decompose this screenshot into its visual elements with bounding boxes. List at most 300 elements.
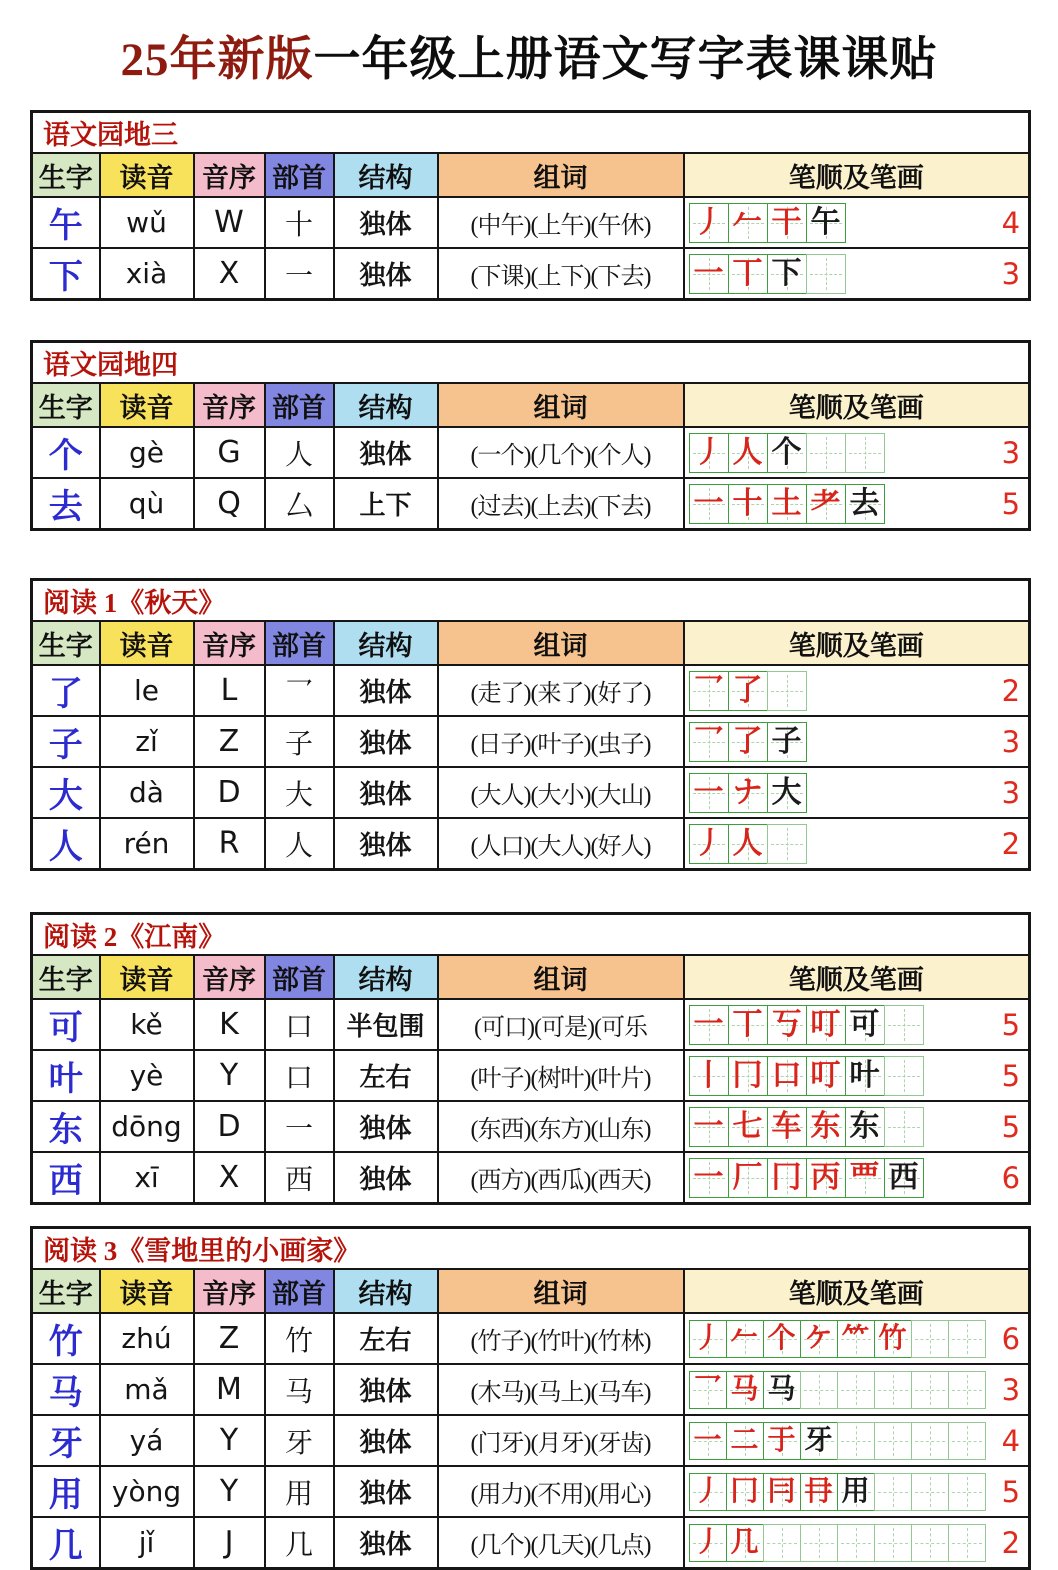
table-row [32, 665, 1030, 716]
stroke-step-glyph: 可 [849, 1007, 880, 1041]
empty-practice-box [806, 254, 846, 294]
new-character: 竹 [32, 1313, 100, 1364]
stroke-step-glyph: 叶 [849, 1058, 880, 1092]
alphabetical-initial: J [194, 1517, 265, 1569]
alphabetical-initial: K [194, 999, 265, 1050]
empty-practice-box [837, 1524, 875, 1562]
stroke-order-cell [684, 818, 1030, 870]
alphabetical-initial: Y [194, 1466, 265, 1517]
stroke-step-box [806, 1056, 846, 1096]
pinyin: kě [100, 999, 194, 1050]
stroke-step-box [726, 1524, 764, 1562]
alphabetical-initial: Z [194, 1313, 265, 1364]
column-header-strokes: 笔顺及笔画 [684, 621, 1030, 665]
table-row [32, 197, 1030, 248]
empty-practice-box [845, 433, 885, 473]
stroke-step-glyph: 子 [771, 724, 802, 758]
stroke-step-glyph: 一 [693, 1160, 724, 1194]
empty-practice-box [874, 1524, 912, 1562]
column-header-structure: 结构 [334, 621, 438, 665]
new-character: 去 [32, 478, 100, 530]
stroke-step-glyph: 冄 [804, 1475, 833, 1507]
column-header-strokes: 笔顺及笔画 [684, 153, 1030, 197]
stroke-step-box [728, 254, 768, 294]
pinyin: wǔ [100, 197, 194, 248]
stroke-step-box [689, 484, 729, 524]
alphabetical-initial: X [194, 248, 265, 300]
column-header-words: 组词 [438, 621, 684, 665]
stroke-count: 3 [1001, 775, 1021, 810]
column-header-pinyin: 读音 [100, 955, 194, 999]
radical: 人 [265, 818, 334, 870]
column-header-structure: 结构 [334, 1269, 438, 1313]
empty-practice-box [948, 1371, 986, 1409]
empty-practice-box [800, 1371, 838, 1409]
stroke-step-glyph: 厂 [732, 1160, 763, 1194]
stroke-step-glyph: 西 [888, 1160, 919, 1194]
stroke-order-cell [684, 1517, 1030, 1569]
word-groups: (西方)(西瓜)(西天) [438, 1152, 684, 1204]
stroke-step-glyph: 了 [732, 673, 763, 707]
alphabetical-initial: X [194, 1152, 265, 1204]
stroke-count: 3 [1001, 256, 1021, 291]
stroke-order-cell [684, 197, 1030, 248]
word-groups: (走了)(来了)(好了) [438, 665, 684, 716]
alphabetical-initial: Z [194, 716, 265, 767]
word-groups: (用力)(不用)(用心) [438, 1466, 684, 1517]
stroke-step-glyph: 用 [841, 1475, 870, 1507]
stroke-step-box [767, 722, 807, 762]
column-header-strokes: 笔顺及笔画 [684, 383, 1030, 427]
new-character: 人 [32, 818, 100, 870]
header-row [32, 383, 1030, 427]
alphabetical-initial: Y [194, 1415, 265, 1466]
radical: 十 [265, 197, 334, 248]
stroke-count: 5 [1001, 1474, 1021, 1509]
stroke-step-box [884, 1158, 924, 1198]
stroke-step-glyph: 七 [732, 1109, 763, 1143]
structure: 独体 [334, 427, 438, 478]
stroke-step-box [728, 1056, 768, 1096]
lesson-table [30, 340, 1031, 531]
pinyin: mǎ [100, 1364, 194, 1415]
stroke-step-box [845, 1158, 885, 1198]
stroke-count: 4 [1001, 205, 1021, 240]
column-header-words: 组词 [438, 1269, 684, 1313]
stroke-step-box [763, 1473, 801, 1511]
empty-practice-box [948, 1320, 986, 1358]
new-character: 子 [32, 716, 100, 767]
column-header-char: 生字 [32, 621, 100, 665]
column-header-char: 生字 [32, 383, 100, 427]
alphabetical-initial: Q [194, 478, 265, 530]
structure: 上下 [334, 478, 438, 530]
table-row [32, 767, 1030, 818]
stroke-order-cell [684, 1152, 1030, 1204]
pinyin: le [100, 665, 194, 716]
stroke-step-glyph: 干 [771, 205, 802, 239]
page-title [0, 0, 1058, 110]
empty-practice-box [911, 1320, 949, 1358]
stroke-step-glyph: 乛 [693, 1373, 722, 1405]
new-character: 可 [32, 999, 100, 1050]
stroke-count: 2 [1001, 826, 1021, 861]
new-character: 了 [32, 665, 100, 716]
word-groups: (叶子)(树叶)(叶片) [438, 1050, 684, 1101]
word-groups: (东西)(东方)(山东) [438, 1101, 684, 1152]
stroke-step-box [689, 1473, 727, 1511]
stroke-step-box [767, 254, 807, 294]
alphabetical-initial: R [194, 818, 265, 870]
radical: 大 [265, 767, 334, 818]
word-groups: (中午)(上午)(午休) [438, 197, 684, 248]
stroke-step-box [763, 1320, 801, 1358]
table-row [32, 478, 1030, 530]
stroke-step-box [728, 203, 768, 243]
empty-practice-box [874, 1371, 912, 1409]
stroke-step-glyph: ケ [804, 1322, 833, 1354]
stroke-step-glyph: 个 [767, 1322, 796, 1354]
stroke-step-box [689, 671, 729, 711]
stroke-step-box [689, 433, 729, 473]
header-row [32, 955, 1030, 999]
radical: 口 [265, 999, 334, 1050]
radical: 一 [265, 1101, 334, 1152]
table-row [32, 1050, 1030, 1101]
stroke-step-box [763, 1422, 801, 1460]
section-title: 语文园地三 [32, 112, 1030, 154]
new-character: 几 [32, 1517, 100, 1569]
empty-practice-box [884, 1107, 924, 1147]
radical: 人 [265, 427, 334, 478]
new-character: 西 [32, 1152, 100, 1204]
stroke-count: 5 [1001, 1109, 1021, 1144]
stroke-step-box [767, 773, 807, 813]
structure: 左右 [334, 1050, 438, 1101]
stroke-order-cell [684, 999, 1030, 1050]
stroke-step-box [728, 824, 768, 864]
title-main: 一年级上册语文写字表课课贴 [313, 33, 938, 86]
stroke-order-cell [684, 1466, 1030, 1517]
stroke-step-box [837, 1320, 875, 1358]
stroke-step-box [689, 1107, 729, 1147]
stroke-order-cell [684, 767, 1030, 818]
section-title: 语文园地四 [32, 342, 1030, 384]
stroke-step-box [689, 722, 729, 762]
section-title-row [32, 580, 1030, 622]
stroke-step-box [767, 484, 807, 524]
structure: 独体 [334, 767, 438, 818]
stroke-step-glyph: 一 [693, 775, 724, 809]
column-header-radical: 部首 [265, 1269, 334, 1313]
stroke-step-glyph: 丂 [771, 1007, 802, 1041]
stroke-step-glyph: 覀 [849, 1160, 880, 1194]
stroke-step-glyph: 丅 [732, 256, 763, 290]
header-row [32, 621, 1030, 665]
stroke-step-box [728, 1107, 768, 1147]
stroke-count: 6 [1001, 1160, 1021, 1195]
column-header-words: 组词 [438, 955, 684, 999]
stroke-step-box [806, 1005, 846, 1045]
stroke-order-cell [684, 1050, 1030, 1101]
column-header-radical: 部首 [265, 153, 334, 197]
stroke-step-glyph: 丿 [693, 826, 724, 860]
radical: 牙 [265, 1415, 334, 1466]
stroke-step-box [806, 203, 846, 243]
structure: 左右 [334, 1313, 438, 1364]
alphabetical-initial: D [194, 767, 265, 818]
pinyin: dōng [100, 1101, 194, 1152]
empty-practice-box [874, 1422, 912, 1460]
column-header-initial: 音序 [194, 1269, 265, 1313]
stroke-step-box [728, 1158, 768, 1198]
radical: 几 [265, 1517, 334, 1569]
stroke-step-glyph: 马 [730, 1373, 759, 1405]
empty-practice-box [948, 1422, 986, 1460]
radical: 子 [265, 716, 334, 767]
stroke-step-glyph: 东 [810, 1109, 841, 1143]
stroke-step-glyph: 丿 [693, 1526, 722, 1558]
stroke-step-glyph: 午 [810, 205, 841, 239]
stroke-step-box [845, 484, 885, 524]
empty-practice-box [767, 671, 807, 711]
column-header-char: 生字 [32, 1269, 100, 1313]
tables-container [0, 110, 1058, 1570]
stroke-step-glyph: 冂 [730, 1475, 759, 1507]
stroke-order-cell [684, 1101, 1030, 1152]
word-groups: (日子)(叶子)(虫子) [438, 716, 684, 767]
structure: 独体 [334, 1517, 438, 1569]
lesson-table [30, 110, 1031, 301]
stroke-order-cell [684, 1415, 1030, 1466]
alphabetical-initial: D [194, 1101, 265, 1152]
section-title: 阅读 1《秋天》 [32, 580, 1030, 622]
column-header-radical: 部首 [265, 383, 334, 427]
stroke-step-box [728, 671, 768, 711]
stroke-step-box [689, 254, 729, 294]
stroke-step-glyph: 人 [732, 435, 763, 469]
empty-practice-box [763, 1524, 801, 1562]
structure: 独体 [334, 1101, 438, 1152]
stroke-count: 2 [1001, 673, 1021, 708]
stroke-step-glyph: 十 [732, 486, 763, 520]
stroke-step-glyph: 几 [730, 1526, 759, 1558]
stroke-step-box [767, 433, 807, 473]
pinyin: jǐ [100, 1517, 194, 1569]
column-header-pinyin: 读音 [100, 1269, 194, 1313]
pinyin: zhú [100, 1313, 194, 1364]
stroke-step-glyph: 于 [767, 1424, 796, 1456]
header-row [32, 1269, 1030, 1313]
stroke-step-box [728, 484, 768, 524]
stroke-step-glyph: 一 [693, 256, 724, 290]
column-header-char: 生字 [32, 955, 100, 999]
word-groups: (下课)(上下)(下去) [438, 248, 684, 300]
column-header-strokes: 笔顺及笔画 [684, 1269, 1030, 1313]
table-row [32, 1313, 1030, 1364]
column-header-radical: 部首 [265, 621, 334, 665]
stroke-step-glyph: 叮 [810, 1007, 841, 1041]
stroke-step-box [689, 1056, 729, 1096]
stroke-step-box [726, 1422, 764, 1460]
structure: 独体 [334, 818, 438, 870]
column-header-radical: 部首 [265, 955, 334, 999]
column-header-initial: 音序 [194, 955, 265, 999]
word-groups: (大人)(大小)(大山) [438, 767, 684, 818]
radical: 一 [265, 248, 334, 300]
new-character: 用 [32, 1466, 100, 1517]
section-title: 阅读 3《雪地里的小画家》 [32, 1228, 1030, 1270]
stroke-count: 5 [1001, 1058, 1021, 1093]
stroke-step-glyph: 丙 [810, 1160, 841, 1194]
stroke-step-glyph: 丨 [693, 1058, 724, 1092]
stroke-step-box [728, 433, 768, 473]
stroke-step-glyph: 丿 [693, 1322, 722, 1354]
stroke-count: 6 [1001, 1321, 1021, 1356]
structure: 独体 [334, 197, 438, 248]
word-groups: (人口)(大人)(好人) [438, 818, 684, 870]
table-row [32, 1415, 1030, 1466]
radical: 马 [265, 1364, 334, 1415]
column-header-initial: 音序 [194, 383, 265, 427]
stroke-order-cell [684, 248, 1030, 300]
stroke-step-glyph: 丅 [732, 1007, 763, 1041]
stroke-step-box [767, 1107, 807, 1147]
structure: 独体 [334, 1415, 438, 1466]
stroke-step-box [767, 1005, 807, 1045]
stroke-step-box [728, 1005, 768, 1045]
alphabetical-initial: L [194, 665, 265, 716]
pinyin: zǐ [100, 716, 194, 767]
empty-practice-box [884, 1005, 924, 1045]
stroke-step-glyph: 乛 [693, 673, 724, 707]
pinyin: dà [100, 767, 194, 818]
column-header-pinyin: 读音 [100, 153, 194, 197]
stroke-count: 5 [1001, 486, 1021, 521]
column-header-structure: 结构 [334, 955, 438, 999]
column-header-pinyin: 读音 [100, 383, 194, 427]
radical: 乛 [265, 665, 334, 716]
pinyin: qù [100, 478, 194, 530]
table-row [32, 818, 1030, 870]
empty-practice-box [911, 1524, 949, 1562]
stroke-step-glyph: 口 [771, 1058, 802, 1092]
pinyin: yè [100, 1050, 194, 1101]
structure: 独体 [334, 1466, 438, 1517]
new-character: 下 [32, 248, 100, 300]
lesson-table [30, 578, 1031, 871]
alphabetical-initial: M [194, 1364, 265, 1415]
structure: 独体 [334, 665, 438, 716]
section-title: 阅读 2《江南》 [32, 914, 1030, 956]
column-header-words: 组词 [438, 153, 684, 197]
empty-practice-box [806, 433, 846, 473]
table-row [32, 1364, 1030, 1415]
stroke-step-glyph: 丿 [693, 205, 724, 239]
stroke-step-glyph: 土 [771, 486, 802, 520]
empty-practice-box [911, 1371, 949, 1409]
stroke-step-glyph: 一 [693, 1109, 724, 1143]
structure: 独体 [334, 1364, 438, 1415]
radical: 用 [265, 1466, 334, 1517]
stroke-step-box [689, 1320, 727, 1358]
new-character: 午 [32, 197, 100, 248]
stroke-order-cell [684, 427, 1030, 478]
new-character: 个 [32, 427, 100, 478]
stroke-step-box [845, 1005, 885, 1045]
radical: 西 [265, 1152, 334, 1204]
stroke-step-box [689, 1422, 727, 1460]
alphabetical-initial: G [194, 427, 265, 478]
lesson-table [30, 912, 1031, 1205]
header-row [32, 153, 1030, 197]
column-header-initial: 音序 [194, 621, 265, 665]
structure: 独体 [334, 1152, 438, 1204]
stroke-step-glyph: 叮 [810, 1058, 841, 1092]
table-row [32, 716, 1030, 767]
stroke-step-box [689, 824, 729, 864]
stroke-step-box [728, 773, 768, 813]
stroke-step-glyph: 竹 [878, 1322, 907, 1354]
empty-practice-box [911, 1422, 949, 1460]
structure: 半包围 [334, 999, 438, 1050]
word-groups: (过去)(上去)(下去) [438, 478, 684, 530]
table-row [32, 999, 1030, 1050]
pinyin: xī [100, 1152, 194, 1204]
stroke-step-box [767, 203, 807, 243]
column-header-char: 生字 [32, 153, 100, 197]
stroke-count: 4 [1001, 1423, 1021, 1458]
stroke-step-box [689, 1158, 729, 1198]
stroke-step-glyph: 下 [771, 256, 802, 290]
column-header-structure: 结构 [334, 383, 438, 427]
stroke-step-box [806, 1158, 846, 1198]
lesson-table [30, 1226, 1031, 1570]
stroke-step-glyph: 丿 [693, 1475, 722, 1507]
empty-practice-box [948, 1524, 986, 1562]
empty-practice-box [767, 824, 807, 864]
stroke-step-glyph: ナ [732, 775, 763, 809]
stroke-step-box [845, 1056, 885, 1096]
stroke-step-glyph: 冃 [767, 1475, 796, 1507]
word-groups: (几个)(几天)(几点) [438, 1517, 684, 1569]
stroke-step-box [767, 1056, 807, 1096]
stroke-step-glyph: 乛 [693, 724, 724, 758]
stroke-step-glyph: 去 [849, 486, 880, 520]
stroke-step-glyph: 东 [849, 1109, 880, 1143]
empty-practice-box [837, 1422, 875, 1460]
new-character: 马 [32, 1364, 100, 1415]
section-title-row [32, 112, 1030, 154]
column-header-pinyin: 读音 [100, 621, 194, 665]
pinyin: gè [100, 427, 194, 478]
word-groups: (一个)(几个)(个人) [438, 427, 684, 478]
table-row [32, 427, 1030, 478]
stroke-step-box [726, 1371, 764, 1409]
table-row [32, 1466, 1030, 1517]
empty-practice-box [948, 1473, 986, 1511]
new-character: 牙 [32, 1415, 100, 1466]
word-groups: (竹子)(竹叶)(竹林) [438, 1313, 684, 1364]
stroke-step-box [689, 1524, 727, 1562]
title-highlight: 25年新版 [120, 33, 314, 86]
new-character: 叶 [32, 1050, 100, 1101]
word-groups: (门牙)(月牙)(牙齿) [438, 1415, 684, 1466]
pinyin: yá [100, 1415, 194, 1466]
stroke-step-glyph: 二 [730, 1424, 759, 1456]
pinyin: yòng [100, 1466, 194, 1517]
stroke-order-cell [684, 665, 1030, 716]
